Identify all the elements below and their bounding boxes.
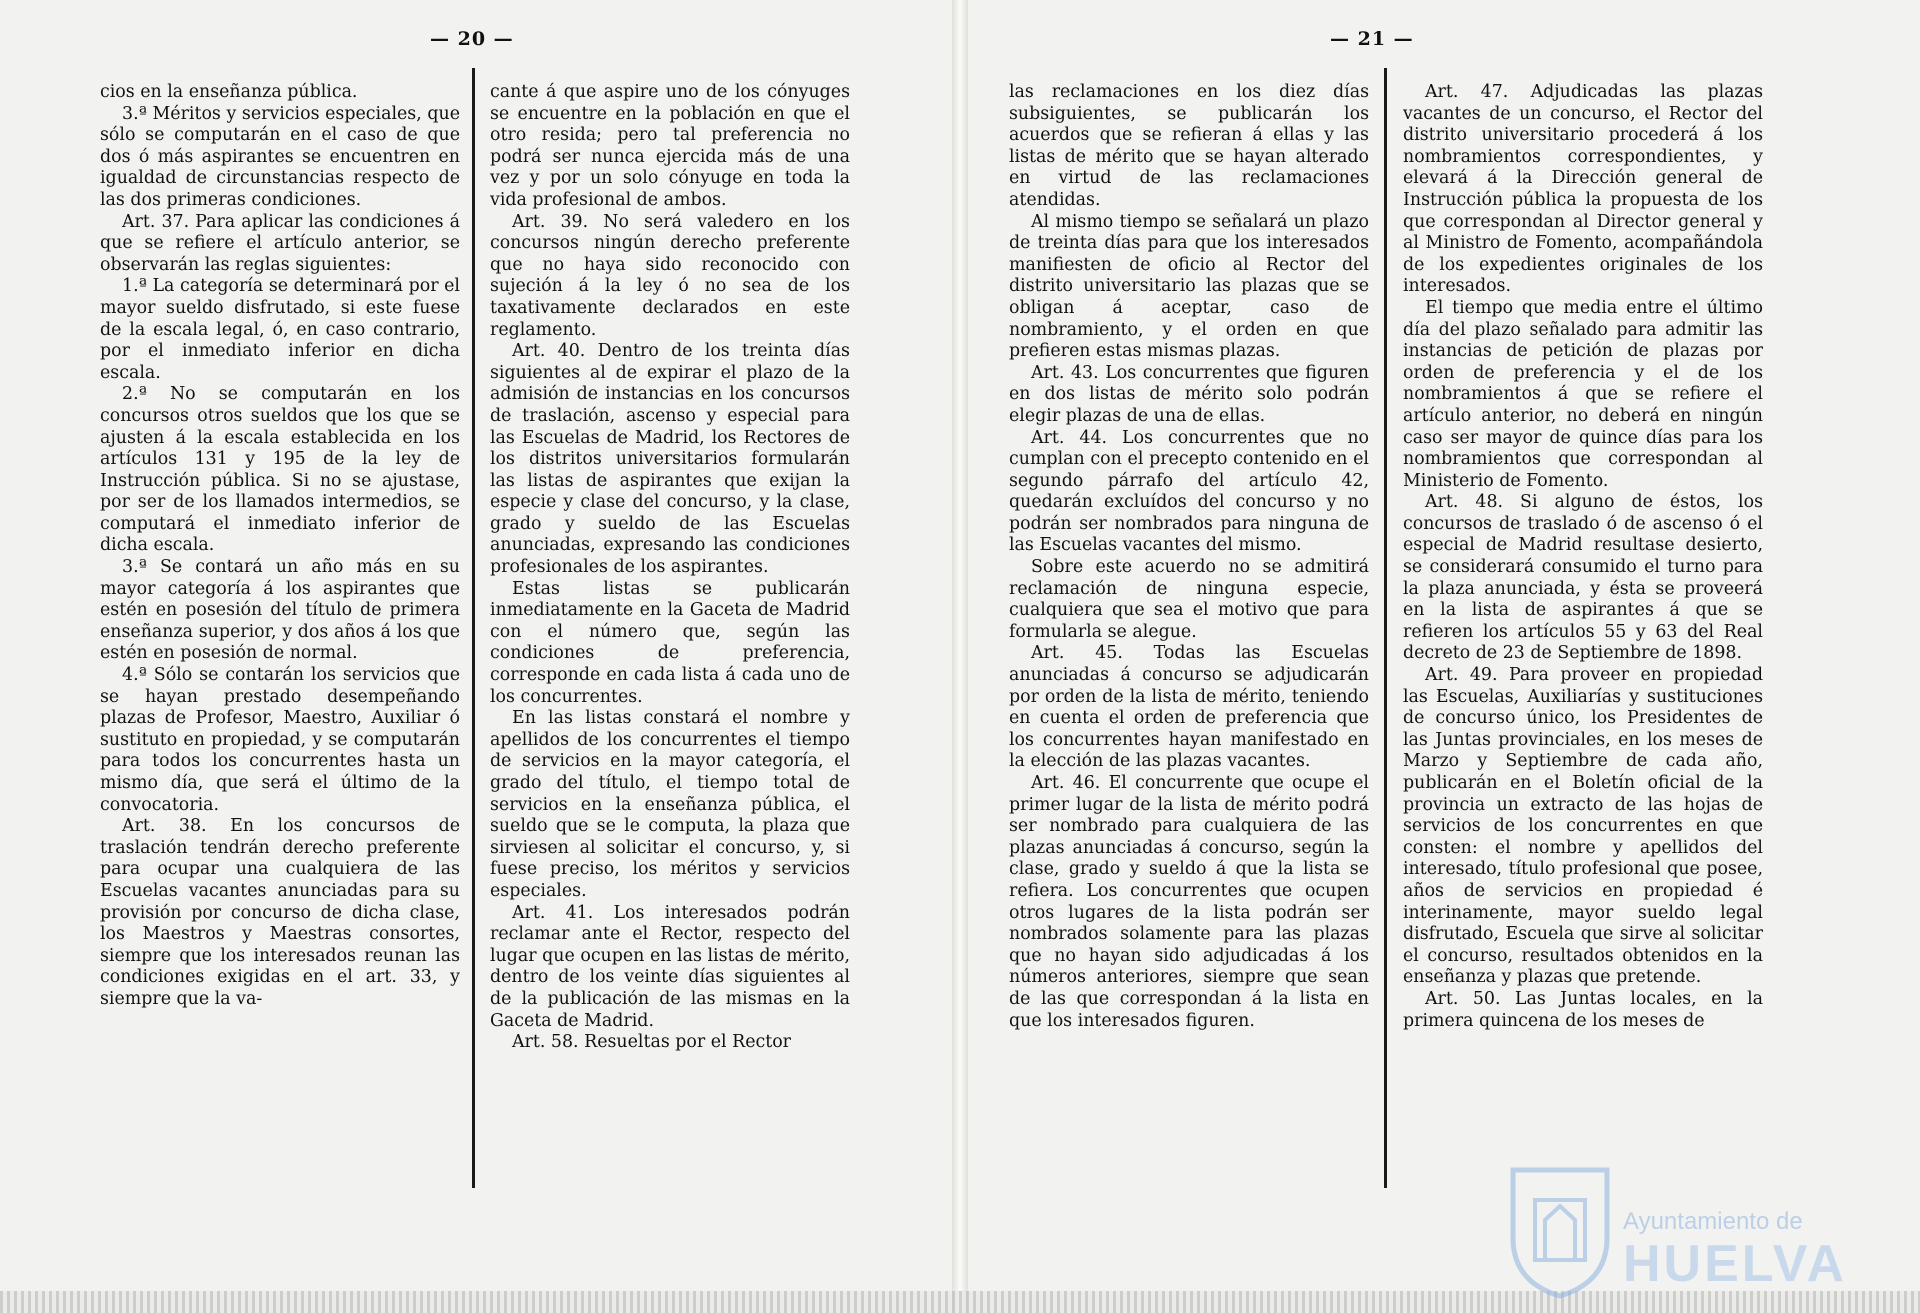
paragraph: cios en la enseñanza pública. [100,82,358,102]
paragraph: Art. 49. Para proveer en propiedad las Escuelas, Auxiliarías y sustituciones de concurso único, los Presidentes de las Juntas provinciales, en los meses de Marzo y Septiembre de cada año, publicarán en el Boletín oficial de la provincia un extracto de las hojas de servicios de los concurrentes en que consten: el nombre y apellidos del interesado, título profesional que posee, años de servicios en propiedad é interinamente, mayor sueldo legal disfrutado, Escuela que sirve al solicitar el concurso, resultados obtenidos en la enseñanza y plazas que pretende. [1403,665,1763,988]
right-page [960,0,1920,1313]
paragraph: Al mismo tiempo se señalará un plazo de treinta días para que los interesados manifiesten de oficio al Rector del distrito universitario las plazas que se obligan á aceptar, caso de nombramiento, y el orden en que prefieren estas mismas plazas. [1009,211,1369,362]
paragraph: Sobre este acuerdo no se admitirá reclamación de ninguna especie, cualquiera que sea el motivo que para formularla se alegue. [1009,557,1369,642]
paragraph: Estas listas se publicarán inmediatamente en la Gaceta de Madrid con el número que, según las condiciones de preferencia, corresponde en cada lista á cada uno de los concurrentes. [490,578,850,707]
left-page-column-1 [100,82,460,1011]
watermark-line-1: Ayuntamiento de [1623,1208,1803,1235]
paragraph: Art. 41. Los interesados podrán reclamar ante el Rector, respecto del lugar que ocupen en las listas de mérito, dentro de los veinte días siguientes al de la publicación de las mismas en la Gaceta de Madrid. [490,902,850,1031]
right-page-column-2 [1403,82,1763,1032]
paragraph: Art. 43. Los concurrentes que figuren en dos listas de mérito solo podrán elegir plazas de una de ellas. [1009,362,1369,426]
left-page-column-2 [490,82,850,1054]
paragraph: 3.ª Se contará un año más en su mayor categoría á los aspirantes que estén en posesión del título de primera enseñanza superior, y dos años á los que estén en posesión de normal. [100,557,460,664]
paragraph: Art. 44. Los concurrentes que no cumplan con el precepto contenido en el segundo párrafo del artículo 42, quedarán excluídos del concurso y no podrán ser nombrados para ninguna de las Escuelas vacantes del mismo. [1009,427,1369,556]
paragraph: En las listas constará el nombre y apellidos de los concurrentes el tiempo de servicios en la mayor categoría, el grado del título, el tiempo total de servicios en la enseñanza pública, el sueldo que se le computa, la plaza que sirviesen al solicitar el concurso, y, si fuese preciso, los méritos y servicios especiales. [490,708,850,901]
paragraph: Art. 38. En los concursos de traslación tendrán derecho preferente para ocupar una cualquiera de las Escuelas vacantes anunciadas para su provisión por concurso de dicha clase, los Maestros y Maestras consortes, siempre que los interesados reunan las condiciones exigidas en el art. 33, y siempre que la va- [100,816,460,1009]
paragraph: Art. 37. Para aplicar las condiciones á que se refiere el artículo anterior, se observarán las reglas siguientes: [100,211,460,275]
paragraph: Art. 46. El concurrente que ocupe el primer lugar de la lista de mérito podrá ser nombrado para cualquiera de las plazas anunciadas á concurso, según la clase, grado y sueldo á que la lista se refiera. Los concurrentes que ocupen otros lugares de la lista podrán ser nombrados solamente para las plazas que no hayan sido adjudicadas á los números anteriores, siempre que sean de las que correspondan á la lista en que los interesados figuren. [1009,773,1369,1031]
watermark-line-2: HUELVA [1623,1235,1848,1293]
paragraph: Art. 58. Resueltas por el Rector [512,1032,791,1053]
right-page-column-1 [1009,82,1369,1032]
paragraph: Art. 48. Si alguno de éstos, los concursos de traslado ó de ascenso ó el especial de Madrid resultase desierto, se considerará consumido el turno para la plaza anunciada, y ésta se proveerá en la lista de aspirantes á que se refieren los artículos 55 y 63 del Real decreto de 23 de Septiembre de 1898. [1403,492,1763,664]
paragraph: 2.ª No se computarán en los concursos otros sueldos que los que se ajusten á la escala establecida en los artículos 131 y 195 de la ley de Instrucción pública. Si no se ajustase, por ser de los llamados intermedios, se computará el inmediato inferior de dicha escala. [100,384,460,556]
paragraph: 3.ª Méritos y servicios especiales, que sólo se computarán en el caso de que dos ó más aspirantes se encuentren en igualdad de circunstancias respecto de las dos primeras condiciones. [100,103,460,210]
paragraph: Art. 40. Dentro de los treinta días siguientes al de expirar el plazo de la admisión de instancias en los concursos de traslación, ascenso y especial para las Escuelas de Madrid, los Rectores de los distritos universitarios formularán las listas de aspirantes que exijan la especie y clase del concurso, y la clase, grado y sueldo de las Escuelas anunciadas, expresando las condiciones profesionales de los aspirantes. [490,341,850,578]
city-shield-icon [1505,1160,1615,1300]
column-rule [472,68,475,1188]
paragraph: El tiempo que media entre el último día del plazo señalado para admitir las instancias de petición de plazas por orden de preferencia y el de los nombramientos á que se refiere el artículo anterior, no deberá en ningún caso ser mayor de quince días para los nombramientos que correspondan al Ministerio de Fomento. [1403,297,1763,491]
paragraph: las reclamaciones en los diez días subsiguientes, se publicarán los acuerdos que se refieran á ellas y las listas de mérito que se hayan alterado en virtud de las reclamaciones atendidas. [1009,82,1369,210]
paragraph: Art. 45. Todas las Escuelas anunciadas á concurso se adjudicarán por orden de la lista de mérito, teniendo en cuenta el orden de preferencia que los concurrentes hayan manifestado en la elección de las plazas vacantes. [1009,643,1369,772]
paragraph: Art. 47. Adjudicadas las plazas vacantes de un concurso, el Rector del distrito universitario procederá á los nombramientos correspondientes, y elevará á la Dirección general de Instrucción pública la propuesta de los que correspondan al Director general y al Ministro de Fomento, acompañándola de los expedientes originales de los interesados. [1403,82,1763,297]
paragraph: Art. 50. Las Juntas locales, en la primera quincena de los meses de [1403,988,1763,1031]
page-number: — 21 — [1330,28,1414,50]
ayuntamiento-huelva-watermark [1505,1160,1848,1300]
paragraph: 4.ª Sólo se contarán los servicios que se hayan prestado desempeñando plazas de Profesor, Maestro, Auxiliar ó sustituto en propiedad, y se computarán para todos los concurrentes hasta un mismo día, que será el último de la convocatoria. [100,665,460,815]
paragraph: Art. 39. No será valedero en los concursos ningún derecho preferente que no haya sido reconocido con sujeción á la ley ó no sea de los taxativamente declarados en este reglamento. [490,211,850,340]
paragraph: cante á que aspire uno de los cónyuges se encuentre en la población en que el otro resida; pero tal preferencia no podrá ser nunca ejercida más de una vez y por un solo cónyuge en toda la vida profesional de ambos. [490,82,850,210]
page-number: — 20 — [430,28,514,50]
paragraph: 1.ª La categoría se determinará por el mayor sueldo disfrutado, si este fuese de la escala legal, ó, en caso contrario, por el inmediato inferior en dicha escala. [100,276,460,383]
column-rule [1384,68,1387,1188]
